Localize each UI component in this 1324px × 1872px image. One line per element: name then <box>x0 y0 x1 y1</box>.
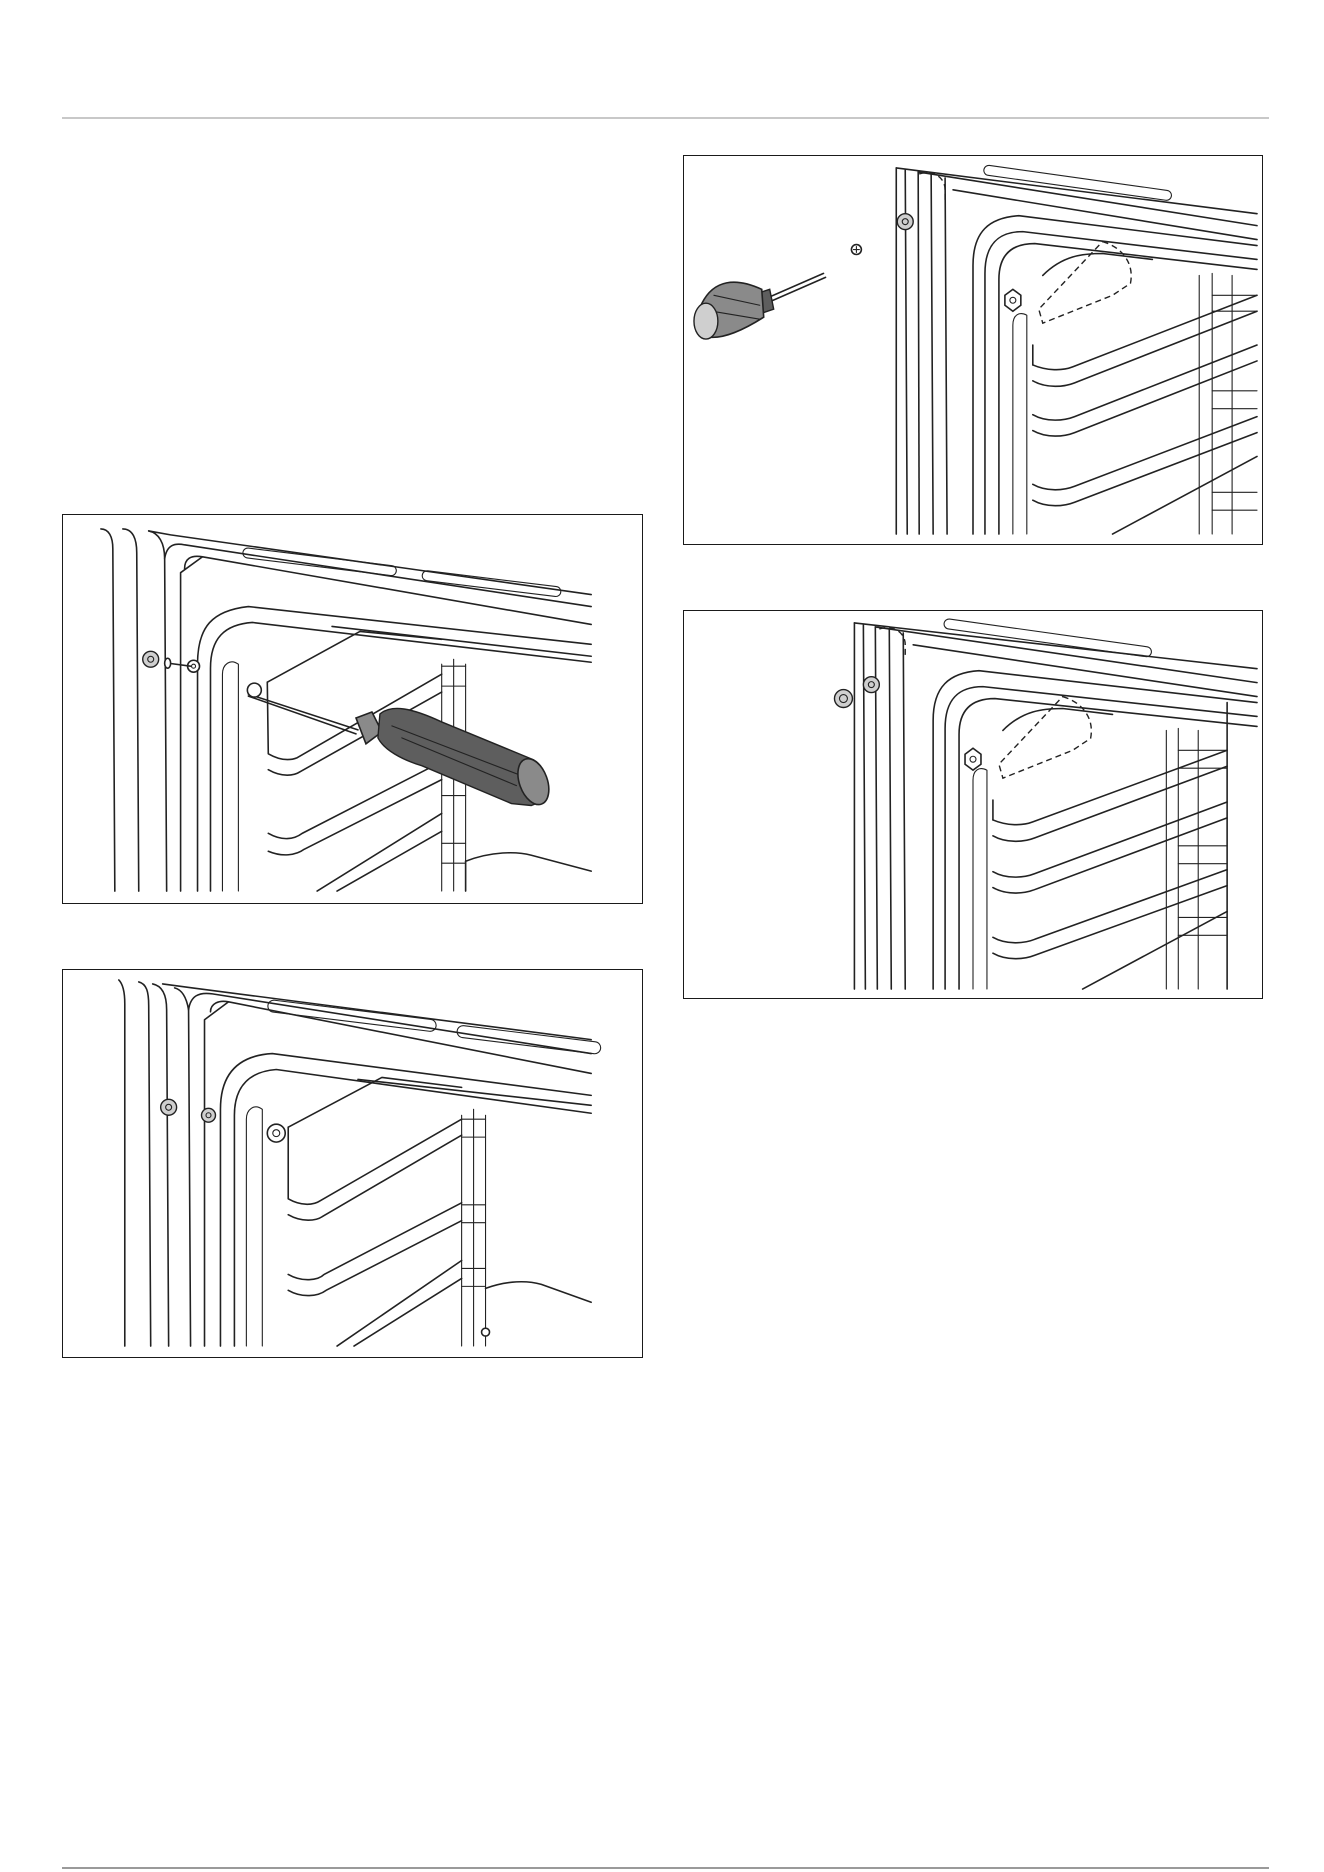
oven-illustration-d <box>684 611 1262 998</box>
footer-rule <box>62 1867 1269 1869</box>
oven-illustration-a <box>63 515 642 903</box>
header-rule <box>62 117 1269 119</box>
figure-oven-screws-fitted <box>62 969 643 1358</box>
figure-oven-corner-nut <box>683 610 1263 999</box>
oven-illustration-b <box>63 970 642 1357</box>
oven-illustration-c <box>684 156 1262 544</box>
figure-oven-screwdriver-removal <box>62 514 643 904</box>
figure-oven-corner-screwdriver <box>683 155 1263 545</box>
